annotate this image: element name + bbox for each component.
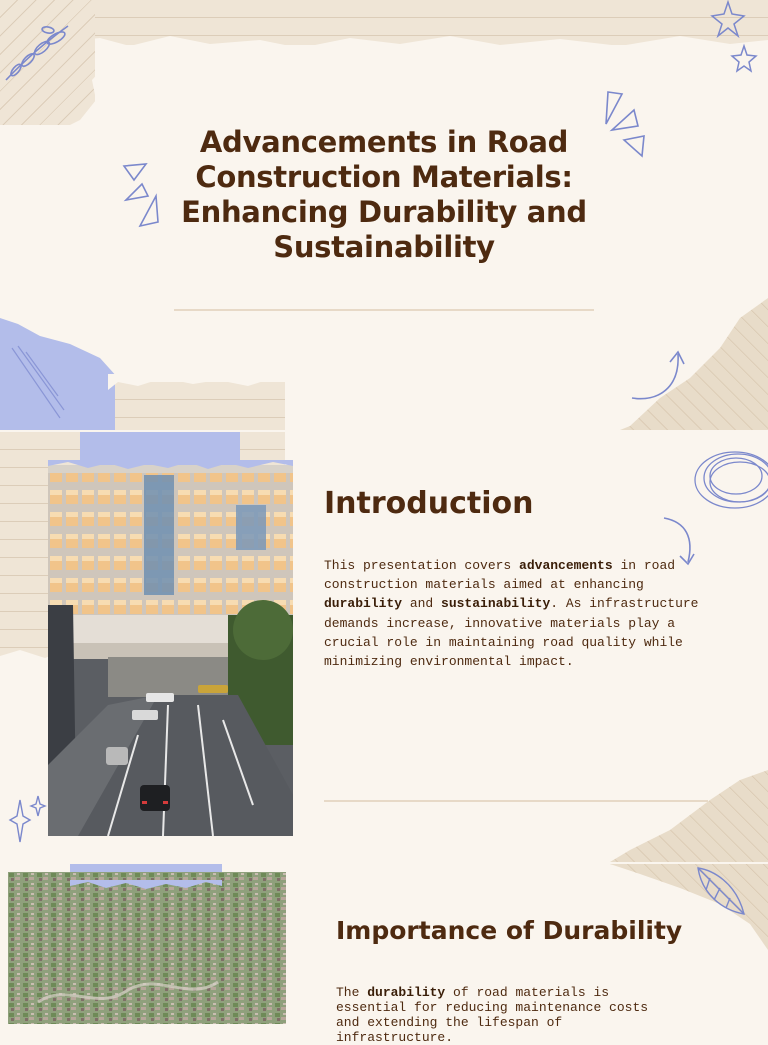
star-doodle-icon (708, 0, 768, 78)
intro-text-2: in road construction materials aimed at enhancing (324, 558, 676, 593)
intro-bold-3: sustainability (441, 596, 551, 612)
durability-text-1: The (336, 985, 368, 1000)
torn-paper-right-bottom (610, 770, 768, 862)
city-street-photo (48, 465, 293, 836)
title-divider (174, 309, 594, 311)
scribble-doodle-icon (690, 440, 768, 520)
section-heading: Importance of Durability (336, 916, 683, 945)
introduction-slide (0, 432, 768, 862)
intro-text-3: and (402, 596, 442, 612)
durability-slide (0, 864, 768, 1045)
torn-photo-top-edge (70, 880, 222, 894)
arrow-doodle-icon (628, 348, 688, 406)
durability-bold-1: durability (367, 985, 446, 1000)
intro-text-4: . As infrastructure demands increase, innovative materials play a crucial role in maintaining road quality while minimizing environmental impact. (324, 596, 699, 670)
title-slide (0, 0, 768, 430)
sparkle-doodle-icon (8, 794, 48, 848)
torn-photo-top-edge (48, 460, 293, 474)
torn-paper-lined-bottom-edge (108, 374, 290, 390)
intro-bold-2: durability (324, 596, 403, 612)
durability-paragraph (336, 985, 676, 1045)
intro-bold-1: advancements (519, 558, 613, 573)
page-title: Advancements in Road Construction Materials: Enhancing Durability and Sustainability (181, 125, 587, 264)
section-heading: Introduction (324, 486, 534, 521)
intro-text-1: This presentation covers (324, 558, 520, 573)
intro-paragraph (324, 556, 699, 671)
leaf-doodle-icon (692, 864, 752, 918)
road-texture-photo (8, 872, 286, 1024)
branch-doodle-icon (2, 18, 74, 88)
torn-paper-top-edge (60, 30, 768, 60)
durability-text-2: of road materials is essential for reducing maintenance costs and extending the lifespan of infrastructure. (336, 985, 649, 1045)
arrow-doodle-icon (660, 514, 700, 570)
